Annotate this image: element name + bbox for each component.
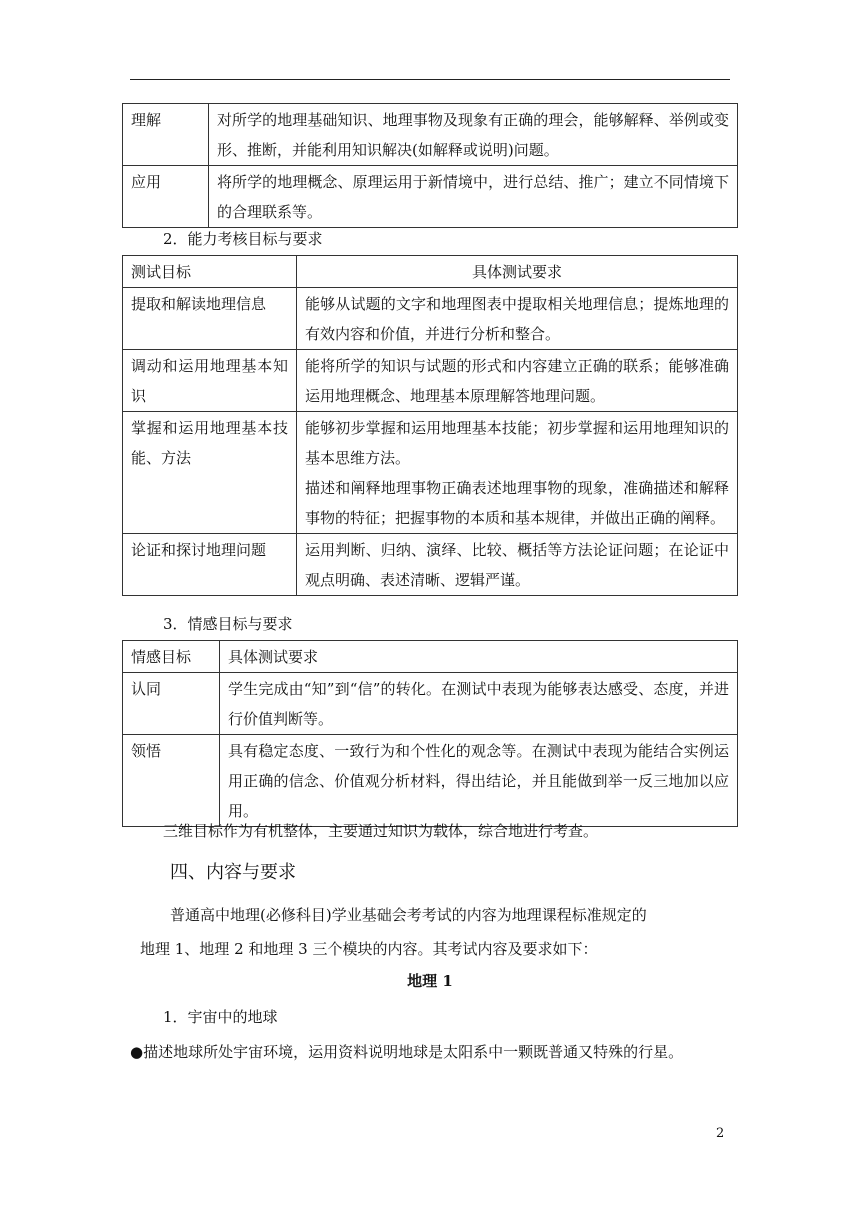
table-cell-desc: 将所学的地理概念、原理运用于新情境中，进行总结、推广；建立不同情境下的合理联系等。 bbox=[209, 166, 738, 228]
table-cell-term: 应用 bbox=[123, 166, 209, 228]
table-row bbox=[123, 166, 738, 228]
table-cell-desc: 对所学的地理基础知识、地理事物及现象有正确的理会，能够解释、举例或变形、推断，并能利用知识解决(如解释或说明)问题。 bbox=[209, 104, 738, 166]
affective-goals-table bbox=[122, 640, 738, 827]
table-header-goal: 测试目标 bbox=[123, 256, 297, 288]
intro-line-1: 普通高中地理(必修科目)学业基础会考考试的内容为地理课程标准规定的 bbox=[170, 906, 647, 924]
table-header-req: 具体测试要求 bbox=[220, 641, 738, 673]
table-row bbox=[123, 412, 738, 534]
bullet-paragraph: ●描述地球所处宇宙环境，运用资料说明地球是太阳系中一颗既普通又特殊的行星。 bbox=[130, 1043, 684, 1061]
table-row bbox=[123, 735, 738, 827]
table-header-goal: 情感目标 bbox=[123, 641, 220, 673]
req-paragraph: 能够初步掌握和运用地理基本技能；初步掌握和运用地理知识的基本思维方法。 bbox=[305, 419, 729, 467]
table-row bbox=[123, 350, 738, 412]
table-cell-req bbox=[297, 412, 738, 534]
table-cell-goal: 论证和探讨地理问题 bbox=[123, 534, 297, 596]
section-title-ability: 2．能力考核目标与要求 bbox=[163, 230, 323, 248]
req-paragraph: 描述和阐释地理事物正确表述地理事物的现象，准确描述和解释事物的特征；把握事物的本质和基本规律，并做出正确的阐释。 bbox=[305, 479, 729, 527]
table-cell-goal: 认同 bbox=[123, 673, 220, 735]
table-cell-req: 能将所学的知识与试题的形式和内容建立正确的联系；能够准确运用地理概念、地理基本原理解答地理问题。 bbox=[297, 350, 738, 412]
header-rule bbox=[130, 79, 730, 80]
table-header-req: 具体测试要求 bbox=[297, 256, 738, 288]
table-row bbox=[123, 104, 738, 166]
summary-text: 三维目标作为有机整体，主要通过知识为载体，综合地进行考查。 bbox=[163, 822, 599, 840]
table-header-row bbox=[123, 641, 738, 673]
table-row bbox=[123, 288, 738, 350]
table-cell-goal: 提取和解读地理信息 bbox=[123, 288, 297, 350]
section-title-affective: 3．情感目标与要求 bbox=[163, 615, 293, 633]
table-cell-term: 理解 bbox=[123, 104, 209, 166]
ability-goals-table bbox=[122, 255, 738, 596]
table-cell-req: 运用判断、归纳、演绎、比较、概括等方法论证问题；在论证中观点明确、表述清晰、逻辑严谨。 bbox=[297, 534, 738, 596]
table-row bbox=[123, 534, 738, 596]
intro-line-2: 地理 1、地理 2 和地理 3 三个模块的内容。其考试内容及要求如下： bbox=[140, 940, 598, 958]
table-cell-goal: 领悟 bbox=[123, 735, 220, 827]
table-cell-goal: 掌握和运用地理基本技能、方法 bbox=[123, 412, 297, 534]
table-header-row bbox=[123, 256, 738, 288]
table-cell-req: 能够从试题的文字和地理图表中提取相关地理信息；提炼地理的有效内容和价值，并进行分析和整合。 bbox=[297, 288, 738, 350]
section-heading-content: 四、内容与要求 bbox=[170, 862, 296, 883]
module-title: 地理 1 bbox=[407, 972, 453, 990]
table-cell-goal: 调动和运用地理基本知识 bbox=[123, 350, 297, 412]
page-number: 2 bbox=[716, 1126, 725, 1141]
table-cell-req: 学生完成由“知”到“信”的转化。在测试中表现为能够表达感受、态度，并进行价值判断等。 bbox=[220, 673, 738, 735]
table-cell-req: 具有稳定态度、一致行为和个性化的观念等。在测试中表现为能结合实例运用正确的信念、价值观分析材料，得出结论，并且能做到举一反三地加以应用。 bbox=[220, 735, 738, 827]
cognitive-goals-table bbox=[122, 103, 738, 228]
item-title: 1．宇宙中的地球 bbox=[163, 1008, 278, 1026]
table-row bbox=[123, 673, 738, 735]
